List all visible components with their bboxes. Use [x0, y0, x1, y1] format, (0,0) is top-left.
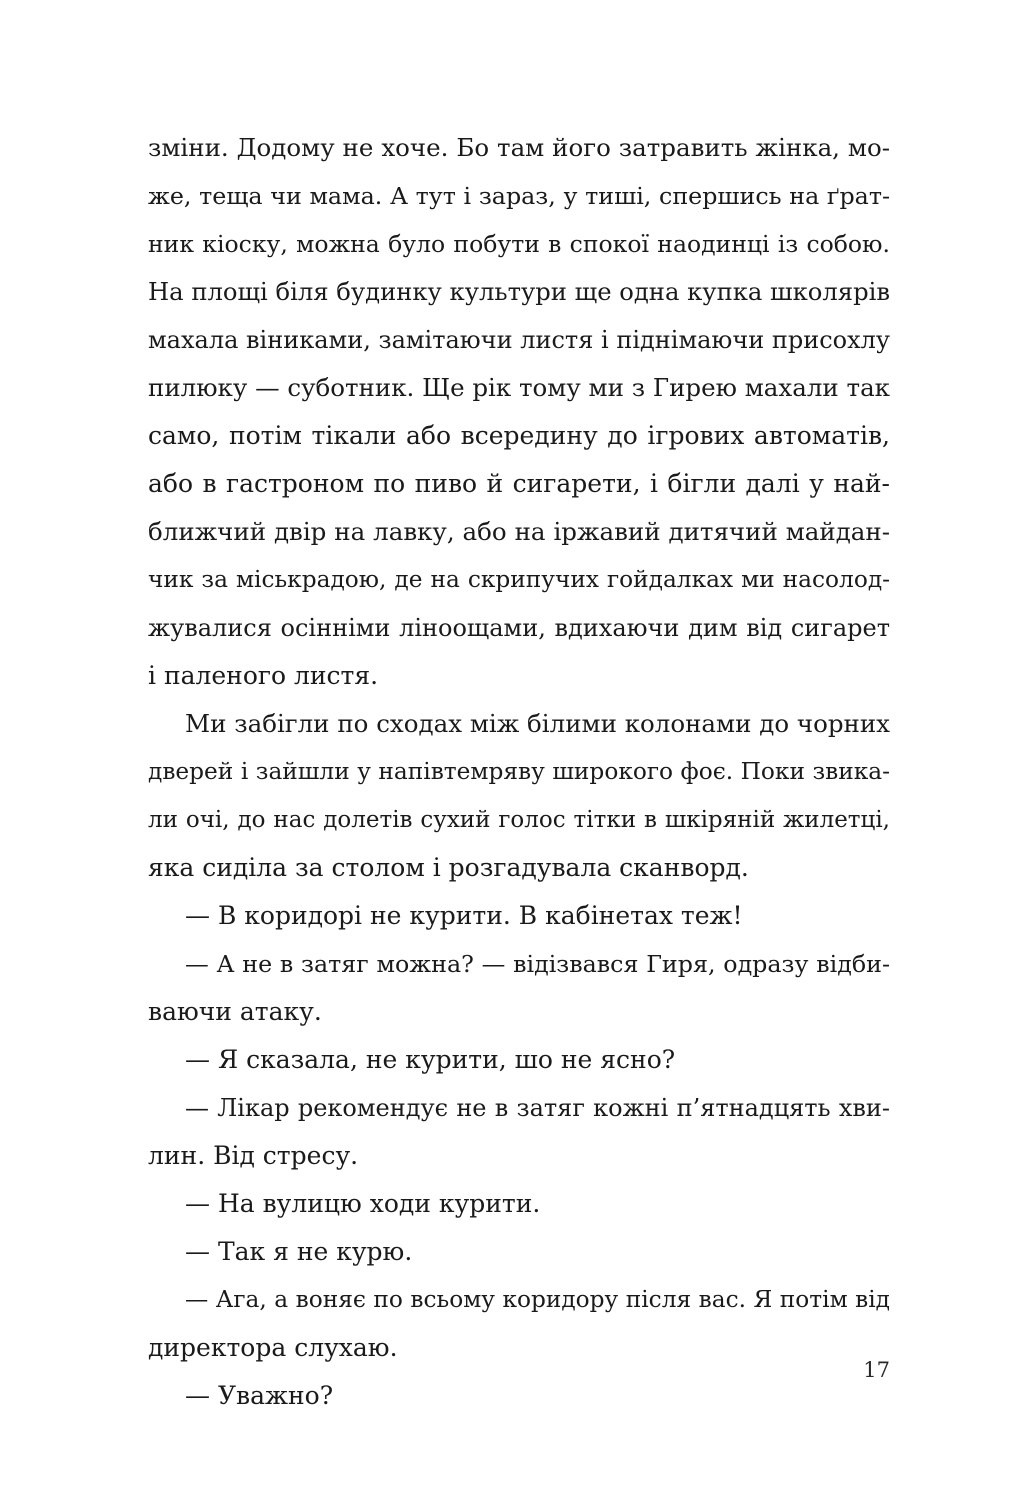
- text-line: яка сиділа за столом і розгадувала сканворд.: [148, 853, 749, 882]
- dialogue-line: — Уважно?: [185, 1381, 334, 1410]
- dialogue-line: — Так я не курю.: [185, 1237, 413, 1266]
- dialogue-line: ваючи атаку.: [148, 997, 322, 1026]
- text-line: Ми забігли по сходах між білими колонами до чорних: [185, 709, 890, 738]
- text-line: ближчий двір на лавку, або на іржавий дитячий майдан-: [148, 517, 890, 546]
- text-line: чик за міськрадою, де на скрипучих гойдалках ми насолод-: [148, 566, 890, 593]
- dialogue-line: — А не в затяг можна? — відізвався Гиря, одразу відби-: [185, 950, 890, 978]
- text-line: або в гастроном по пиво й сигарети, і бігли далі у най-: [148, 469, 890, 498]
- dialogue-line: — В коридорі не курити. В кабінетах теж!: [185, 901, 743, 930]
- dialogue-line: — Я сказала, не курити, шо не ясно?: [185, 1045, 676, 1074]
- text-line: ли очі, до нас долетів сухий голос тітки в шкіряній жилетці,: [148, 807, 890, 833]
- dialogue-line: — На вулицю ходи курити.: [185, 1189, 541, 1218]
- dialogue-line: — Лікар рекомендує не в затяг кожні п’ятнадцять хви-: [185, 1094, 890, 1122]
- text-line: жувалися осінніми ліноощами, вдихаючи дим від сигарет: [148, 614, 890, 642]
- page-number: 17: [863, 1358, 890, 1382]
- text-line: ник кіоску, можна було побути в спокої наодинці із собою.: [148, 230, 890, 258]
- dialogue-line: — Ага, а воняє по всьому коридору після вас. Я потім від: [185, 1286, 890, 1313]
- text-line: махала віниками, замітаючи листя і піднімаючи присохлу: [148, 326, 890, 354]
- text-line: і паленого листя.: [148, 661, 379, 690]
- dialogue-line: директора слухаю.: [148, 1333, 398, 1362]
- text-line: пилюку — суботник. Ще рік тому ми з Гирею махали так: [148, 373, 890, 402]
- text-line: зміни. Додому не хоче. Бо там його затравить жінка, мо-: [148, 133, 890, 162]
- dialogue-line: лин. Від стресу.: [148, 1141, 359, 1170]
- text-line: дверей і зайшли у напівтемряву широкого фоє. Поки звика-: [148, 758, 890, 785]
- body-text: [148, 124, 890, 1420]
- text-line: же, теща чи мама. А тут і зараз, у тиші, спершись на ґрат-: [148, 182, 890, 210]
- text-line: На площі біля будинку культури ще одна купка школярів: [148, 277, 890, 306]
- text-line: само, потім тікали або всередину до ігрових автоматів,: [148, 421, 890, 450]
